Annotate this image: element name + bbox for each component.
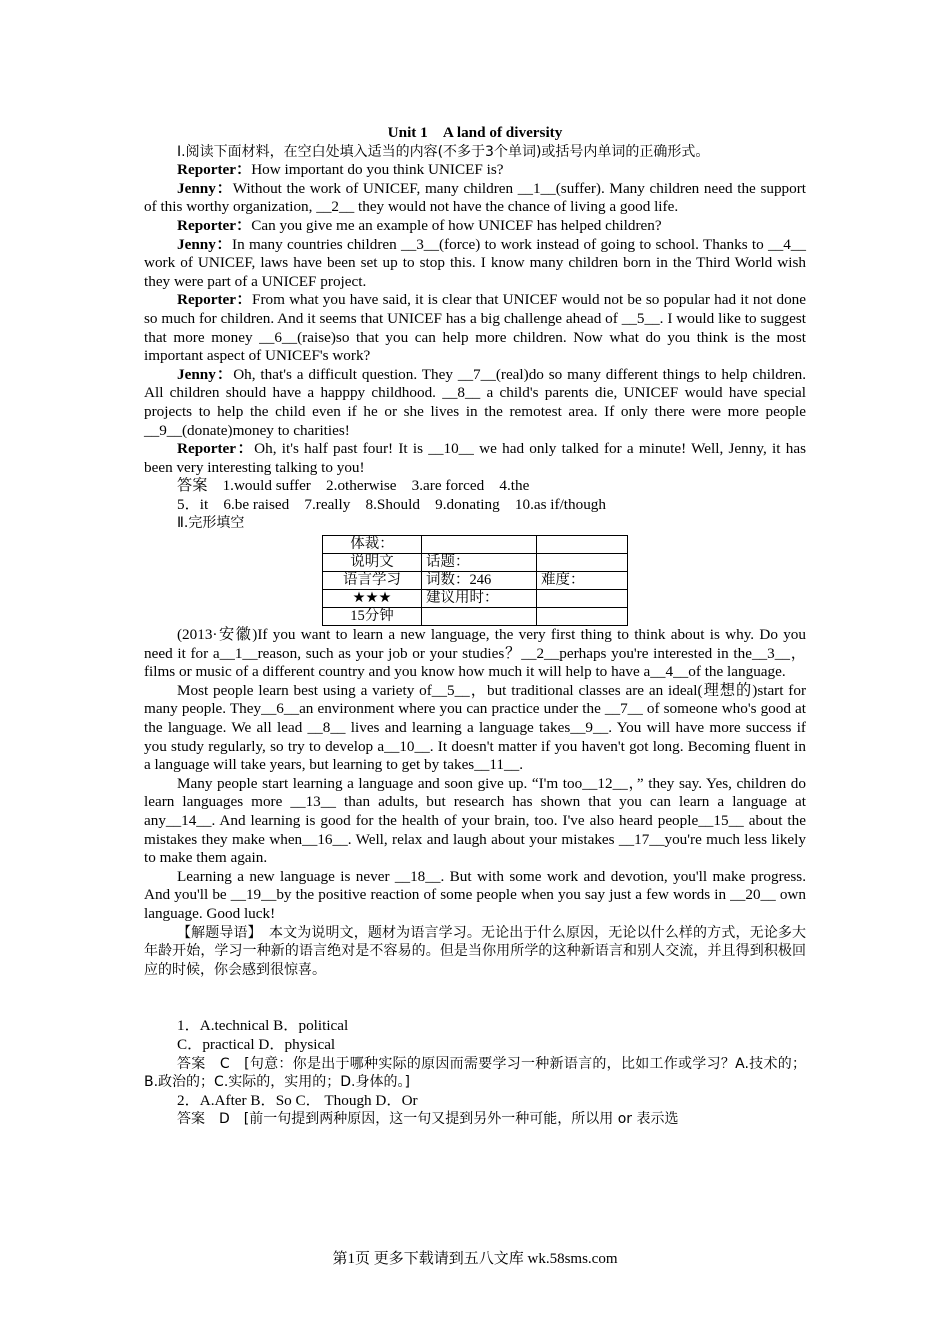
document-body: [144, 124, 806, 1129]
answer-key-line-2: 5．it 6.be raised 7.really 8.Should 9.donating 10.as if/though: [177, 495, 606, 513]
dialogue-line: Jenny：Oh, that's a difficult question. They __7__(real)do so many different things to help children. All children should have a happpy childhood. __8__ a child's parents die, UNICEF would have special projects to help the child even if he or she lives in the remotest area. If only there were more people __9__(donate)money to charities!: [144, 365, 806, 439]
question-1-options-a-b: 1．A.technical B．political: [177, 1017, 349, 1035]
dialogue-line: Reporter：Oh, it's half past four! It is __10__ we had only talked for a minute! Well, Jenny, it has been very interesting talking to you!: [144, 440, 806, 476]
question-2-answer: 答案 D [前一句提到两种原因，这一句又提到另外一种可能，所以用 or 表示选: [177, 1111, 679, 1128]
table-row: 语言学习 词数：246 难度：: [323, 572, 628, 590]
part1-instruction: Ⅰ.阅读下面材料，在空白处填入适当的内容(不多于3个单词)或括号内单词的正确形式。: [177, 143, 710, 160]
dialogue-line: Reporter：How important do you think UNICEF is?: [177, 161, 504, 179]
cloze-paragraph: (2013·安徽)If you want to learn a new language, the very first thing to think about is why. Do you need it for a__1__reason, such as your job or your studies？__2__perhaps you're interested in the__3__，films or music of a different country and you know how much it will help to have a__4__of the language.: [144, 626, 806, 681]
dialogue-line: Reporter：Can you give me an example of how UNICEF has helped children?: [177, 216, 662, 234]
dialogue-line: Jenny：Without the work of UNICEF, many children __1__(suffer). Many children need the support of this worthy organization, __2__ they would not have the chance of living a good life.: [144, 179, 807, 216]
speaker: Reporter：: [177, 291, 252, 309]
table-row: 体裁：: [323, 536, 628, 554]
speaker: Jenny：: [177, 179, 233, 197]
dialogue-line: Reporter：From what you have said, it is clear that UNICEF would not be so popular had it not done so much for children. And it seems that UNICEF has a big challenge ahead of __5__. I would like to suggest that more money __6__(raise)so that you can help more children. Now what do you think is the most important aspect of UNICEF's work?: [144, 291, 807, 365]
passage-info-table: [322, 535, 628, 626]
cloze-paragraph: Most people learn best using a variety of__5__，but traditional classes are an ideal(理想的)start for many people. They__6__an environment where you can practice under the __7__ of someone who's good at the language. We all lead __8__ lives and learning a language takes__9__. You will have more success if you study regularly, so try to develop a__10__. It doesn't matter if you haven't got long. Becoming fluent in a language will take years, but learning to get by takes__11__.: [144, 681, 806, 774]
spacer: [144, 979, 806, 1017]
speaker: Reporter：: [177, 161, 252, 179]
table-row: 说明文 话题：: [323, 554, 628, 572]
reading-guide: 【解题导语】 本文为说明文，题材为语言学习。无论出于什么原因，无论以什么样的方式，无论多大年龄开始，学习一种新的语言绝对是不容易的。但是当你用所学的这种新语言和别人交流，并且得到积极回应的时候，你会感到很惊喜。: [144, 924, 806, 978]
speaker: Jenny：: [177, 235, 233, 253]
table-row: 15分钟: [323, 608, 628, 626]
question-1-answer: 答案 C [句意：你是出于哪种实际的原因而需要学习一种新语言的，比如工作或学习？A.技术的；B.政治的；C.实际的，实用的；D.身体的。]: [144, 1055, 806, 1091]
part2-heading: Ⅱ.完形填空: [177, 515, 245, 532]
speaker: Reporter：: [177, 216, 252, 234]
cloze-paragraph: Learning a new language is never __18__. But with some work and devotion, you'll make progress. And you'll be __19__by the positive reaction of some people when you say just a few words in __20__ own language. Good luck!: [144, 867, 806, 922]
question-2-options: 2．A.After B．So C． Though D．Or: [177, 1091, 418, 1109]
dialogue-line: Jenny：In many countries children __3__(force) to work instead of going to school. Thanks to __4__ work of UNICEF, laws have been set up to stop this. I know many children born in the Third World wish they were part of a UNICEF project.: [144, 235, 806, 290]
page-title: Unit 1 A land of diversity: [387, 124, 563, 141]
table-row: ★★★ 建议用时：: [323, 590, 628, 608]
cloze-paragraph: Many people start learning a language and soon give up. “I'm too__12__，” they say. Yes, children do learn languages more __13__ than adults, but research has shown that you can learn a language at any__14__. And learning is good for the health of your brain, too. I've also heard people__15__ about the mistakes they make when__16__. Well, relax and laugh about your mistakes __17__you're much less likely to make them again.: [144, 774, 806, 867]
speaker: Jenny：: [177, 365, 234, 383]
speaker: Reporter：: [177, 440, 255, 458]
question-1-options-c-d: C．practical D．physical: [177, 1035, 336, 1053]
page-footer: 第1页 更多下载请到五八文库 wk.58sms.com: [332, 1251, 618, 1267]
answer-key-line-1: 答案 1.would suffer 2.otherwise 3.are forced 4.the: [177, 477, 530, 495]
